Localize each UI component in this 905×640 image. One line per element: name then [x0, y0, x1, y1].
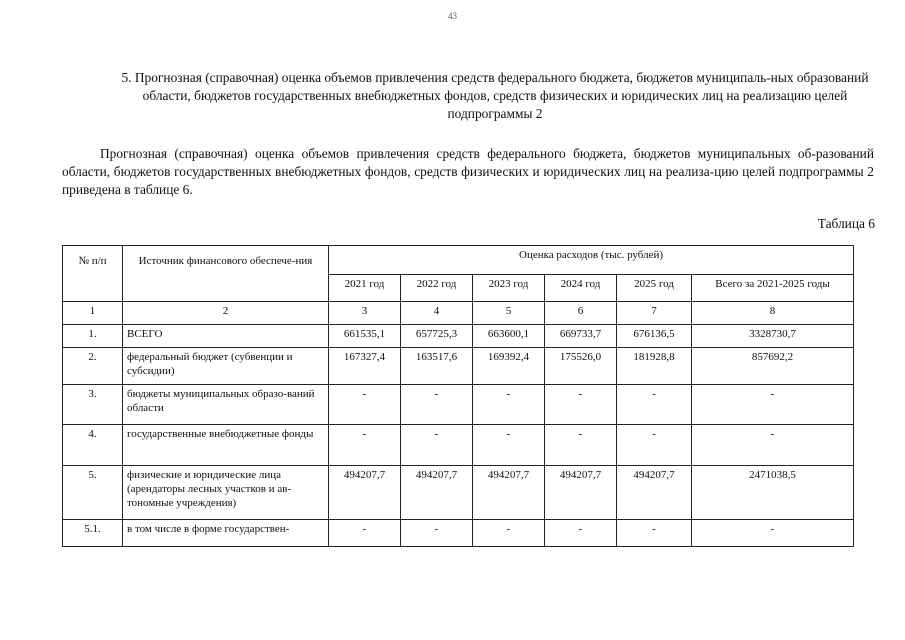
row-num: 3. [63, 385, 123, 425]
index-cell: 4 [401, 302, 473, 325]
header-num: № п/п [63, 246, 123, 302]
index-row [63, 302, 854, 325]
row-value: 657725,3 [401, 325, 473, 348]
header-year-2021: 2021 год [329, 275, 401, 302]
row-value: - [617, 385, 692, 425]
row-total: 2471038,5 [692, 466, 854, 520]
index-cell: 1 [63, 302, 123, 325]
row-value: - [617, 520, 692, 547]
row-total: 857692,2 [692, 348, 854, 385]
row-value: 494207,7 [473, 466, 545, 520]
row-value: - [473, 520, 545, 547]
table-row [63, 325, 854, 348]
row-value: - [545, 385, 617, 425]
row-value: 169392,4 [473, 348, 545, 385]
forecast-table [62, 245, 854, 547]
row-value: 663600,1 [473, 325, 545, 348]
row-source: ВСЕГО [123, 325, 329, 348]
row-value: - [473, 385, 545, 425]
header-year-2023: 2023 год [473, 275, 545, 302]
row-value: 494207,7 [401, 466, 473, 520]
row-value: 175526,0 [545, 348, 617, 385]
row-value: - [545, 425, 617, 466]
row-total: - [692, 425, 854, 466]
row-total: - [692, 385, 854, 425]
row-num: 5.1. [63, 520, 123, 547]
header-year-2025: 2025 год [617, 275, 692, 302]
index-cell: 5 [473, 302, 545, 325]
row-num: 4. [63, 425, 123, 466]
index-cell: 6 [545, 302, 617, 325]
row-total: - [692, 520, 854, 547]
row-num: 2. [63, 348, 123, 385]
row-value: - [329, 425, 401, 466]
index-cell: 2 [123, 302, 329, 325]
row-num: 1. [63, 325, 123, 348]
row-value: - [473, 425, 545, 466]
body-paragraph: Прогнозная (справочная) оценка объемов привлечения средств федерального бюджета, бюджетов муниципальных об-разований области, бюджетов государственных внебюджетных фондов, средств физических и юридических лиц на реализа-цию целей подпрограммы 2 приведена в таблице 6. [62, 146, 874, 197]
row-source: в том числе в форме государствен- [123, 520, 329, 547]
table-row [63, 466, 854, 520]
row-value: - [401, 425, 473, 466]
header-total: Всего за 2021-2025 годы [692, 275, 854, 302]
row-value: - [329, 520, 401, 547]
row-value: - [545, 520, 617, 547]
row-value: 669733,7 [545, 325, 617, 348]
index-cell: 8 [692, 302, 854, 325]
table-row [63, 348, 854, 385]
header-source: Источник финансового обеспече-ния [123, 246, 329, 302]
header-expenses-group: Оценка расходов (тыс. рублей) [329, 246, 854, 275]
row-value: - [401, 520, 473, 547]
row-source: государственные внебюджетные фонды [123, 425, 329, 466]
row-source: бюджеты муниципальных образо-ваний области [123, 385, 329, 425]
row-value: 661535,1 [329, 325, 401, 348]
page-number: 43 [448, 11, 457, 21]
index-cell: 7 [617, 302, 692, 325]
index-cell: 3 [329, 302, 401, 325]
row-source: физические и юридические лица (арендаторы лесных участков и ав-тономные учреждения) [123, 466, 329, 520]
row-value: 167327,4 [329, 348, 401, 385]
row-value: 494207,7 [617, 466, 692, 520]
row-value: 676136,5 [617, 325, 692, 348]
table-caption: Таблица 6 [817, 216, 875, 231]
row-value: 163517,6 [401, 348, 473, 385]
row-value: - [329, 385, 401, 425]
row-total: 3328730,7 [692, 325, 854, 348]
row-source: федеральный бюджет (субвенции и субсидии) [123, 348, 329, 385]
header-year-2024: 2024 год [545, 275, 617, 302]
row-value: - [617, 425, 692, 466]
table-row [63, 520, 854, 547]
row-value: 181928,8 [617, 348, 692, 385]
row-num: 5. [63, 466, 123, 520]
row-value: 494207,7 [329, 466, 401, 520]
table-row [63, 385, 854, 425]
row-value: - [401, 385, 473, 425]
header-year-2022: 2022 год [401, 275, 473, 302]
row-value: 494207,7 [545, 466, 617, 520]
table-row [63, 425, 854, 466]
section-heading: 5. Прогнозная (справочная) оценка объемов привлечения средств федерального бюджета, бюджетов муниципаль-ных образований области, бюджетов государственных внебюджетных фондов, средств физических и юридических лиц на реализацию целей подпрограммы 2 [121, 70, 869, 121]
